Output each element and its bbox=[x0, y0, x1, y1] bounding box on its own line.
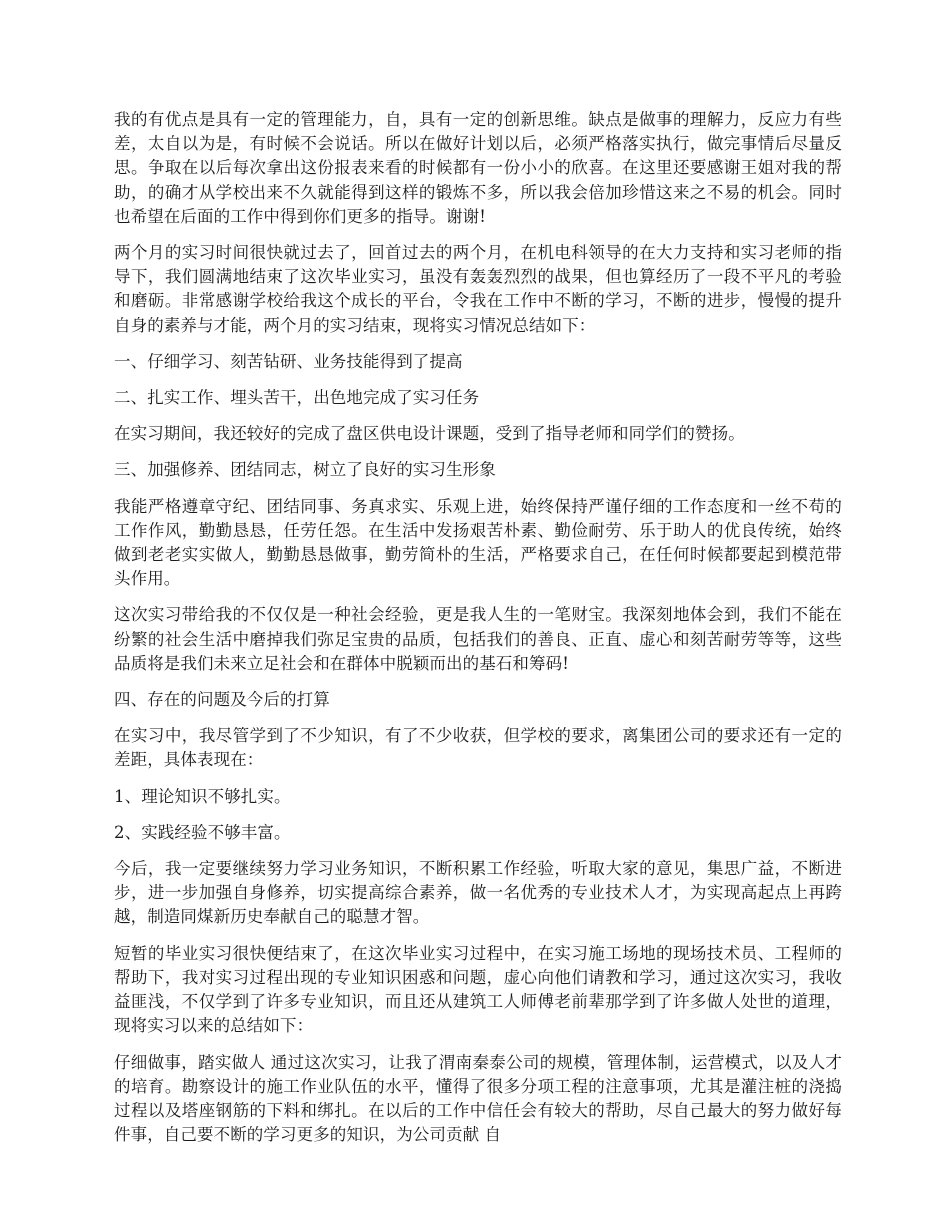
paragraph-discipline: 我能严格遵章守纪、团结同事、务真求实、乐观上进，始终保持严谨仔细的工作态度和一丝不苟的工作作风，勤勤恳恳，任劳任怨。在生活中发扬艰苦朴素、勤俭耐劳、乐于助人的优良传统，始终做到老老实实做人，勤勤恳恳做事，勤劳简朴的生活，严格要求自己，在任何时候都要起到模范带头作用。 bbox=[114, 496, 842, 589]
list-item-practice: 2、实践经验不够丰富。 bbox=[114, 822, 291, 842]
paragraph-design-task: 在实习期间，我还较好的完成了盘区供电设计课题，受到了指导老师和同学们的赞扬。 bbox=[114, 424, 745, 444]
paragraph-gaps: 在实习中，我尽管学到了不少知识，有了不少收获，但学校的要求，离集团公司的要求还有一定的差距，具体表现在： bbox=[114, 726, 842, 770]
section-heading-1: 一、仔细学习、刻苦钻研、业务技能得到了提高 bbox=[114, 351, 463, 371]
section-heading-3: 三、加强修养、团结同志，树立了良好的实习生形象 bbox=[114, 460, 496, 480]
list-item-theory: 1、理论知识不够扎实。 bbox=[114, 786, 291, 806]
section-heading-2: 二、扎实工作、埋头苦干，出色地完成了实习任务 bbox=[114, 388, 480, 408]
paragraph-internship-intro: 两个月的实习时间很快就过去了，回首过去的两个月，在机电科领导的在大力支持和实习老师的指导下，我们圆满地结束了这次毕业实习，虽没有轰轰烈烈的战果，但也算经历了一段不平凡的考验和磨砺。非常感谢学校给我这个成长的平台，令我在工作中不断的学习，不断的进步，慢慢的提升自身的素养与才能，两个月的实习结束，现将实习情况总结如下： bbox=[114, 243, 842, 335]
paragraph-experience: 这次实习带给我的不仅仅是一种社会经验，更是我人生的一笔财宝。我深刻地体会到，我们不能在纷繁的社会生活中磨掉我们弥足宝贵的品质，包括我们的善良、正直、虚心和刻苦耐劳等等，这些品质将是我们未来立足社会和在群体中脱颖而出的基石和筹码! bbox=[114, 605, 842, 673]
section-heading-4: 四、存在的问题及今后的打算 bbox=[114, 690, 330, 710]
paragraph-self-evaluation: 我的有优点是具有一定的管理能力，自，具有一定的创新思维。缺点是做事的理解力，反应力有些差，太自以为是，有时候不会说话。所以在做好计划以后，必须严格落实执行，做完事情后尽量反思。争取在以后每次拿出这份报表来看的时候都有一份小小的欣喜。在这里还要感谢王姐对我的帮助，的确才从学校出来不久就能得到这样的锻炼不多，所以我会倍加珍惜这来之不易的机会。同时也希望在后面的工作中得到你们更多的指导。谢谢! bbox=[114, 110, 842, 226]
paragraph-future-plan: 今后，我一定要继续努力学习业务知识，不断积累工作经验，听取大家的意见，集思广益，不断进步，进一步加强自身修养，切实提高综合素养，做一名优秀的专业技术人才，为实现高起点上再跨越，制造同煤新历史奉献自己的聪慧才智。 bbox=[114, 859, 842, 927]
paragraph-work-attitude: 仔细做事，踏实做人 通过这次实习，让我了渭南秦泰公司的规模，管理体制，运营模式，以及人才的培育。勘察设计的施工作业队伍的水平，懂得了很多分项工程的注意事项，尤其是灌注桩的浇捣过程以及塔座钢筋的下料和绑扎。在以后的工作中信任会有较大的帮助，尽自己最大的努力做好每件事，自己要不断的学习更多的知识，为公司贡献 自 bbox=[114, 1052, 842, 1145]
paragraph-summary-intro: 短暂的毕业实习很快便结束了，在这次毕业实习过程中，在实习施工场地的现场技术员、工程师的帮助下，我对实习过程出现的专业知识困惑和问题，虚心向他们请教和学习，通过这次实习，我收益匪浅，不仅学到了许多专业知识，而且还从建筑工人师傅老前辈那学到了许多做人处世的道理，现将实习以来的总结如下： bbox=[114, 943, 842, 1036]
